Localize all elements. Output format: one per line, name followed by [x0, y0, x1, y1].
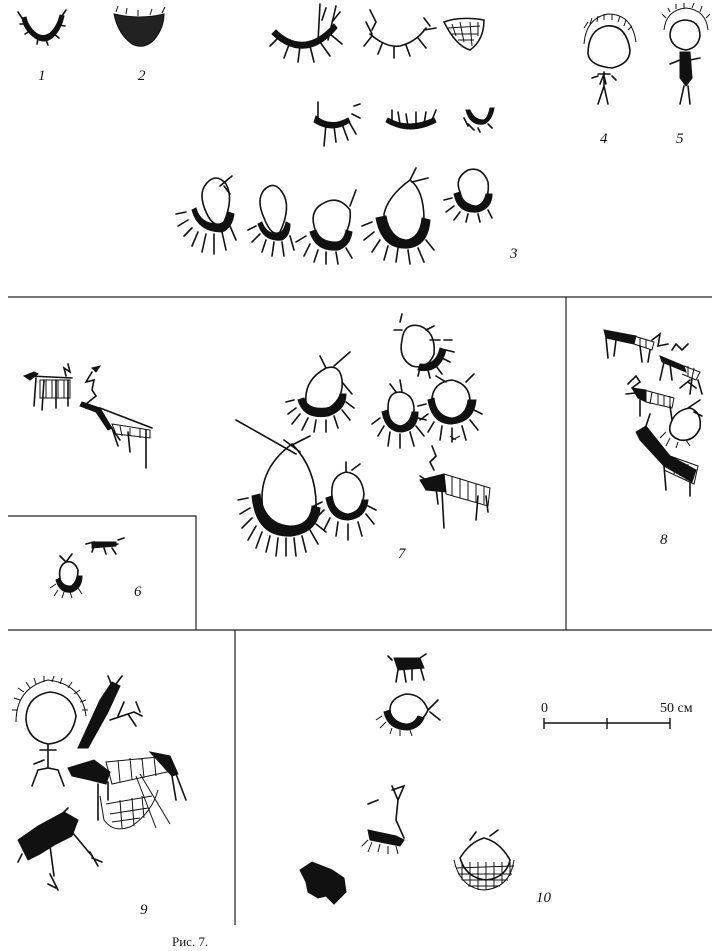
glyph-2	[114, 6, 165, 46]
panel-label-6: 6	[134, 584, 142, 600]
panel-label-10: 10	[536, 890, 551, 906]
panel-label-5: 5	[676, 131, 684, 147]
glyph-3-egg-1	[176, 176, 236, 254]
figure-caption: Рис. 7.	[172, 934, 209, 949]
glyph-3-egg-4	[362, 168, 434, 264]
glyph-8	[604, 330, 702, 496]
panel-frames	[8, 297, 712, 925]
panel-labels	[38, 68, 684, 918]
glyph-3-egg-5	[444, 169, 492, 222]
glyph-3-group	[176, 4, 494, 264]
panel-label-7: 7	[398, 546, 406, 562]
panel-label-8: 8	[660, 532, 668, 548]
glyph-6	[24, 364, 152, 598]
glyph-3-egg-3	[296, 190, 356, 264]
glyph-7	[236, 314, 490, 556]
glyph-5	[662, 3, 710, 104]
scale-end-label: 50 см	[660, 701, 693, 716]
panel-label-3: 3	[510, 246, 518, 262]
scale-start-label: 0	[541, 701, 548, 716]
glyph-10	[300, 654, 514, 904]
glyph-3-egg-2	[248, 185, 294, 256]
panel-label-4: 4	[600, 131, 608, 147]
panel-label-9: 9	[140, 902, 148, 918]
panel-label-2: 2	[138, 68, 146, 84]
panel-label-1: 1	[38, 68, 46, 84]
glyph-1	[18, 10, 66, 45]
scale-bar	[541, 701, 693, 729]
glyph-4	[584, 14, 636, 104]
glyph-9	[12, 676, 186, 890]
